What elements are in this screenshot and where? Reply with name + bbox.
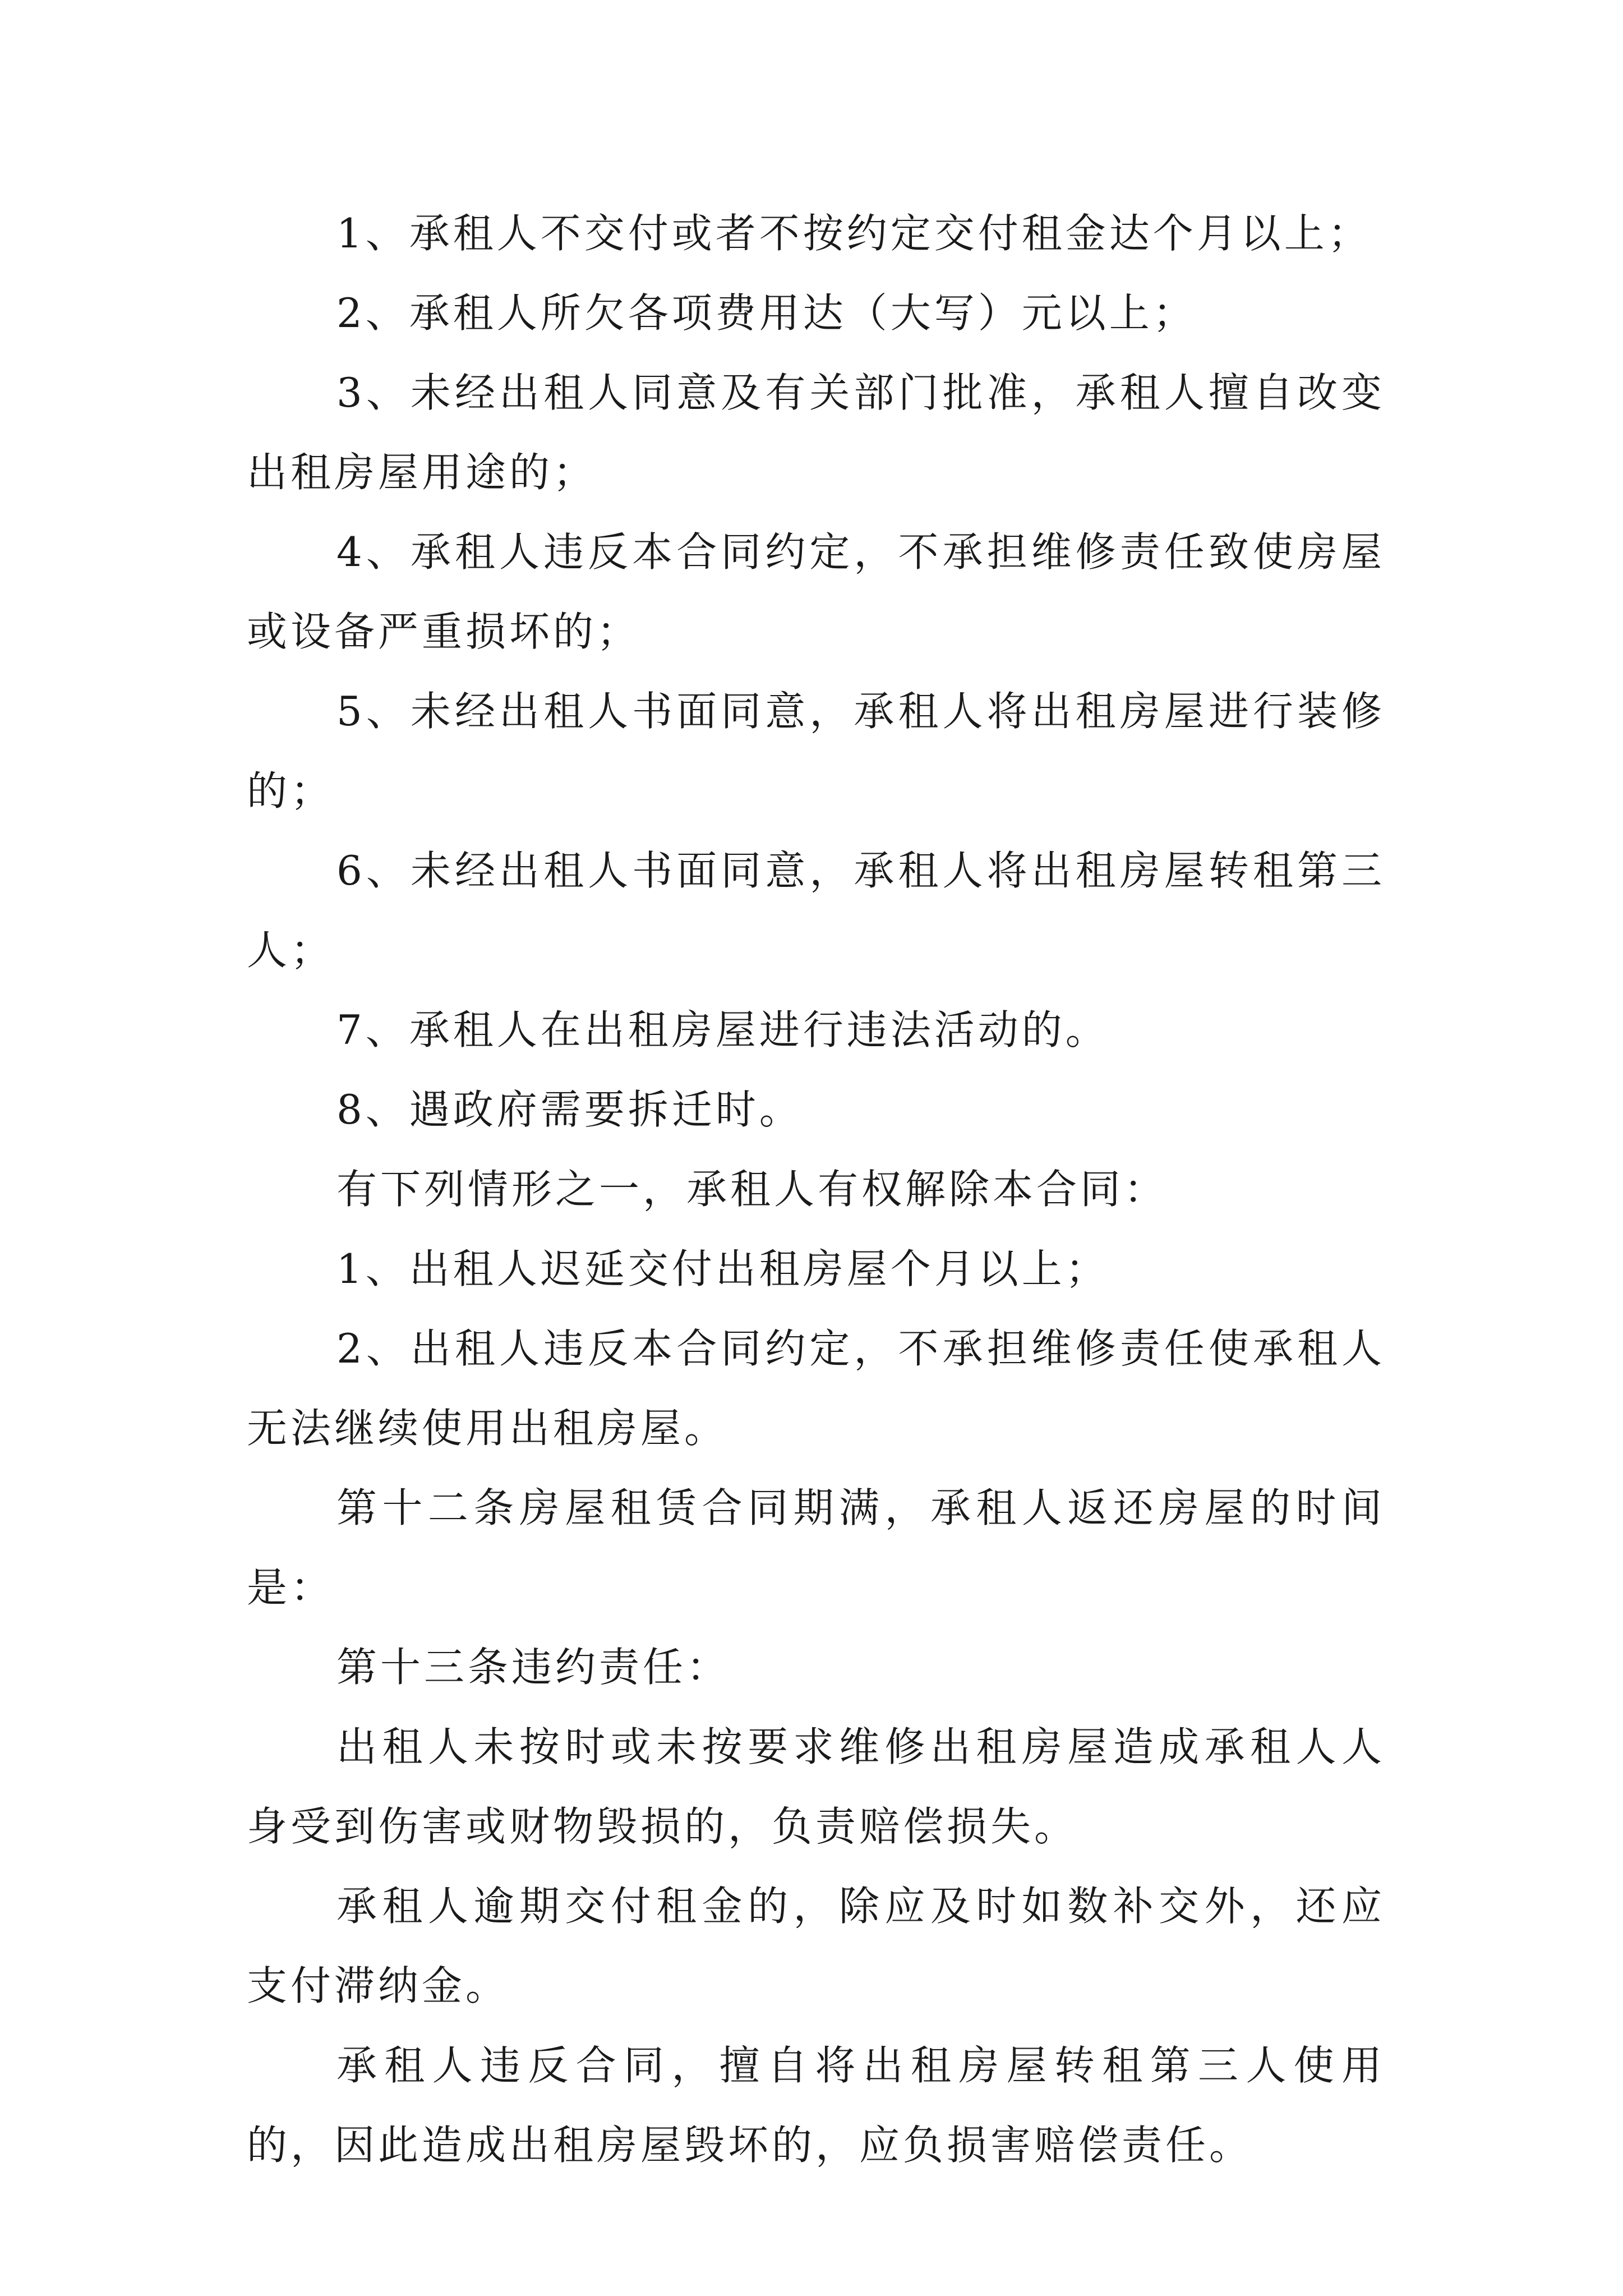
paragraph: 承租人逾期交付租金的，除应及时如数补交外，还应支付滞纳金。 — [247, 1883, 1385, 2009]
paragraph: 出租人未按时或未按要求维修出租房屋造成承租人人身受到伤害或财物毁损的，负责赔偿损失。 — [247, 1723, 1385, 1850]
paragraph: 7、承租人在出租房屋进行违法活动的。 — [336, 1006, 1109, 1053]
paragraph: 2、出租人违反本合同约定，不承担维修责任使承租人无法继续使用出租房屋。 — [247, 1325, 1385, 1452]
paragraph: 承租人违反合同，擅自将出租房屋转租第三人使用的，因此造成出租房屋毁坏的，应负损害赔偿责任。 — [247, 2042, 1385, 2169]
paragraph: 5、未经出租人书面同意，承租人将出租房屋进行装修的； — [247, 688, 1385, 815]
paragraph: 8、遇政府需要拆迁时。 — [336, 1086, 803, 1133]
paragraph: 第十三条违约责任： — [336, 1644, 731, 1691]
paragraph: 4、承租人违反本合同约定，不承担维修责任致使房屋或设备严重损坏的； — [247, 528, 1385, 655]
paragraph: 有下列情形之一，承租人有权解除本合同： — [336, 1166, 1168, 1213]
paragraph: 1、出租人迟延交付出租房屋个月以上； — [336, 1245, 1109, 1292]
paragraph: 2、承租人所欠各项费用达（大写）元以上； — [336, 289, 1197, 337]
paragraph: 3、未经出租人同意及有关部门批准，承租人擅自改变出租房屋用途的； — [247, 369, 1385, 496]
paragraph: 6、未经出租人书面同意，承租人将出租房屋转租第三人； — [247, 847, 1385, 974]
paragraph: 第十二条房屋租赁合同期满，承租人返还房屋的时间是： — [247, 1484, 1385, 1611]
paragraph: 1、承租人不交付或者不按约定交付租金达个月以上； — [336, 210, 1372, 257]
document-body — [247, 194, 1385, 2185]
